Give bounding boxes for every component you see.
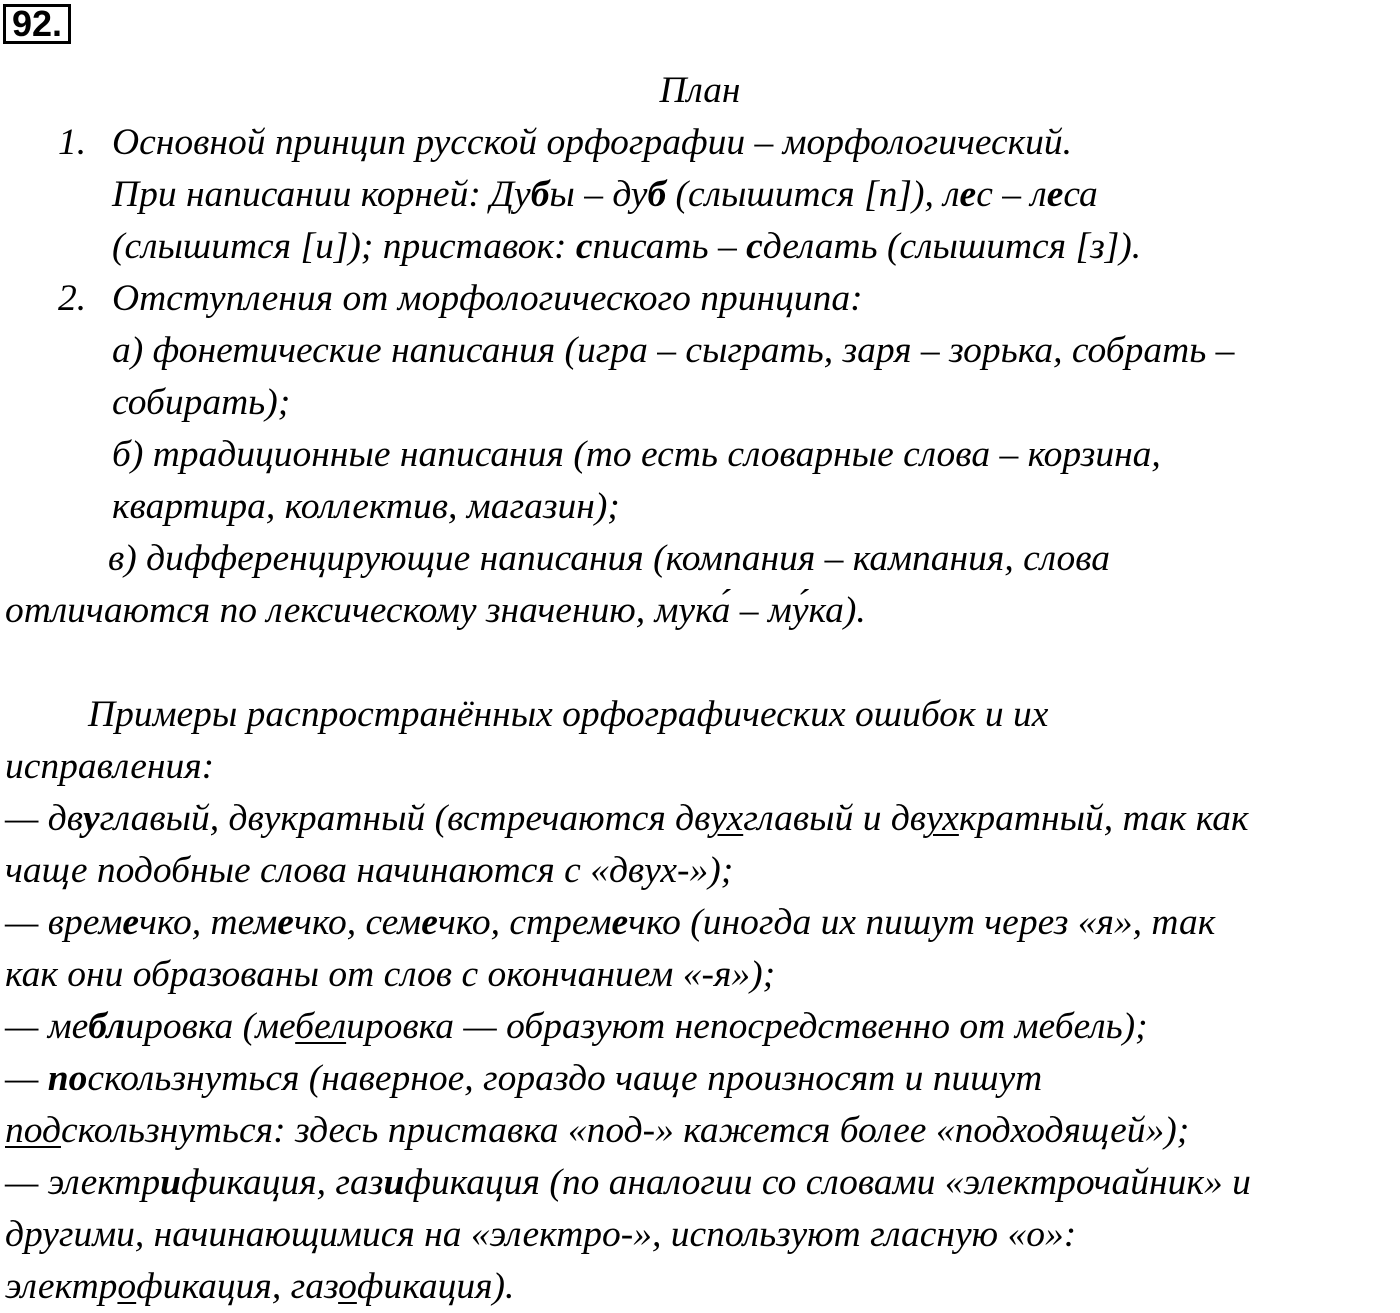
plan-item-2-line-1: Отступления от морфологического принципа: — [112, 278, 863, 319]
example-5-line-1: — электрификация, газификация (по аналогии со словами «электрочайник» и — [5, 1162, 1251, 1203]
example-4-line-2: подскользнуться: здесь приставка «под-» кажется более «подходящей»); — [5, 1110, 1190, 1151]
plan-item-1-marker: 1. — [58, 122, 87, 163]
plan-item-2b-line-1: б) традиционные написания (то есть словарные слова – корзина, — [112, 434, 1161, 475]
example-5-line-2: другими, начинающимися на «электро-», используют гласную «о»: — [5, 1214, 1077, 1255]
plan-item-2a-line-1: а) фонетические написания (игра – сыграть, заря – зорька, собрать – — [112, 330, 1235, 371]
example-2-line-2: как они образованы от слов с окончанием «-я»); — [5, 954, 776, 995]
plan-item-1-line-3: (слышится [и]); приставок: списать – сделать (слышится [з]). — [112, 226, 1142, 267]
plan-item-1-line-1: Основной принцип русской орфографии – морфологический. — [112, 122, 1073, 163]
plan-item-2c-line-2: отличаются по лексическому значению, мука́ – му́ка). — [5, 590, 866, 631]
example-2-line-1: — времечко, темечко, семечко, стремечко (иногда их пишут через «я», так — [5, 902, 1216, 943]
examples-intro-line-2: исправления: — [5, 746, 215, 787]
example-1-line-1: — двуглавый, двукратный (встречаются двухглавый и двухкратный, так как — [5, 798, 1249, 839]
plan-item-2-marker: 2. — [58, 278, 87, 319]
plan-item-2b-line-2: квартира, коллектив, магазин); — [112, 486, 620, 527]
exercise-number: 92. — [12, 3, 63, 44]
example-5-line-3: электрофикация, газофикация). — [5, 1266, 515, 1307]
plan-title: План — [659, 70, 741, 111]
example-4-line-1: — поскользнуться (наверное, гораздо чаще произносят и пишут — [5, 1058, 1043, 1099]
example-3-line-1: — меблировка (мебелировка — образуют непосредственно от мебель); — [5, 1006, 1148, 1047]
plan-item-1-line-2: При написании корней: Дубы – дуб (слышится [п]), лес – леса — [112, 174, 1098, 215]
plan-item-2a-line-2: собирать); — [112, 382, 291, 423]
exercise-number-box — [3, 4, 71, 44]
example-1-line-2: чаще подобные слова начинаются с «двух-»); — [5, 850, 734, 891]
examples-intro-line-1: Примеры распространённых орфографических ошибок и их — [88, 694, 1049, 735]
plan-item-2c-line-1: в) дифференцирующие написания (компания – кампания, слова — [108, 538, 1111, 579]
